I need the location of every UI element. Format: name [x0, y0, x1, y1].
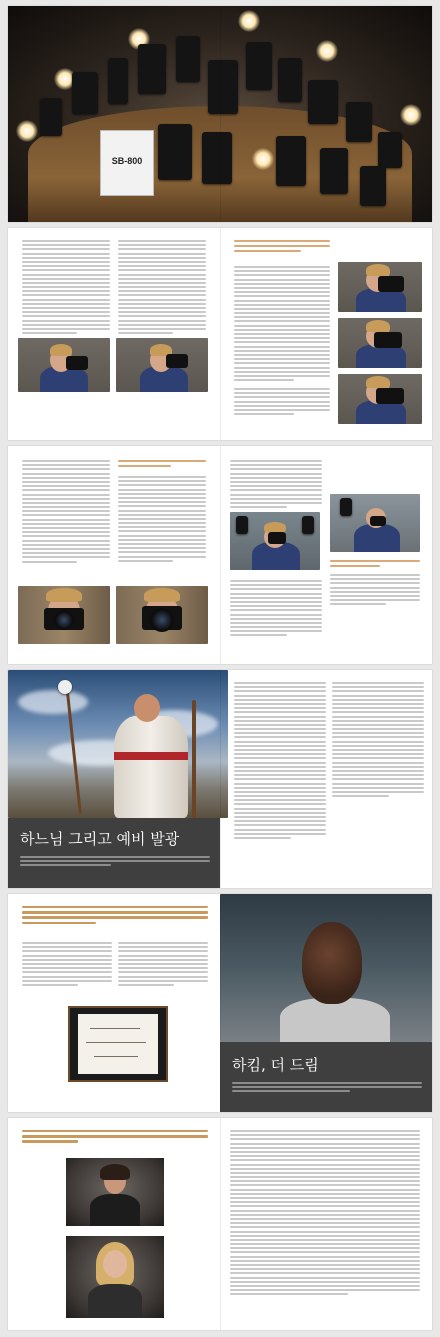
flash-unit: [202, 132, 232, 184]
body-text-column: [330, 574, 420, 608]
photo-photographer-flash-raised: [330, 494, 420, 552]
glow-light-icon: [252, 148, 274, 170]
pull-quote: [22, 906, 208, 927]
spread-5: [8, 894, 432, 1112]
body-text-column: [22, 240, 110, 336]
body-text-column: [234, 266, 330, 383]
title-subtext: [20, 856, 210, 869]
spread-6: [8, 1118, 432, 1330]
flash-unit: [40, 98, 62, 136]
flash-unit: [138, 44, 166, 94]
flash-unit: [158, 124, 192, 180]
photo-hakim-portrait: [220, 894, 432, 1042]
spread-2: [8, 228, 432, 440]
flash-box-label: SB-800: [111, 156, 143, 166]
glow-light-icon: [16, 120, 38, 142]
title-subtext: [232, 1082, 422, 1095]
pull-quote: [330, 560, 420, 570]
body-text-column: [22, 460, 110, 565]
article-title: 하느님 그리고 예비 발광: [20, 830, 180, 848]
glow-light-icon: [238, 10, 260, 32]
hero-photo-flash-gear: [8, 6, 432, 222]
body-text-column: [118, 476, 206, 564]
photo-photographer-closeup: [338, 374, 422, 424]
title-panel: [8, 818, 220, 888]
spread-3: [8, 446, 432, 664]
flash-unit: [360, 166, 386, 206]
body-text-column: [230, 460, 322, 510]
glow-light-icon: [400, 104, 422, 126]
photo-photographer-closeup: [338, 262, 422, 312]
flash-unit: [208, 60, 238, 114]
body-text-column: [118, 942, 208, 988]
body-text-column: [22, 942, 112, 988]
flash-unit: [278, 58, 302, 102]
title-panel: [220, 1042, 432, 1112]
flash-unit: [346, 102, 372, 142]
photo-studio-portrait-dark: [66, 1158, 164, 1226]
body-text-column: [234, 682, 326, 841]
body-text-column: [230, 580, 322, 639]
photo-photographer-closeup: [338, 318, 422, 368]
spread-4: [8, 670, 432, 888]
photo-camera-front: [18, 586, 110, 644]
flash-unit: [320, 148, 348, 194]
glow-light-icon: [316, 40, 338, 62]
flash-unit: [176, 36, 200, 82]
photo-camera-front: [116, 586, 208, 644]
spread-1: [8, 6, 432, 222]
article-title: 하킴, 더 드림: [232, 1056, 319, 1074]
body-text-column: [230, 1130, 420, 1298]
flash-unit: [108, 58, 128, 104]
flash-unit: [276, 136, 306, 186]
photo-photographer-flashes: [230, 512, 320, 570]
pull-quote: [22, 1130, 208, 1146]
flash-unit: [72, 72, 98, 114]
body-text-column: [234, 388, 330, 417]
pull-quote: [118, 460, 206, 470]
pull-quote: [234, 240, 330, 255]
body-text-column: [332, 682, 424, 799]
flash-box: [100, 130, 154, 196]
flash-unit: [308, 80, 338, 124]
photo-lighting-sketch: [68, 1006, 168, 1082]
photo-prophet-sky: [8, 670, 228, 818]
photo-studio-portrait-blonde: [66, 1236, 164, 1318]
flash-unit: [378, 132, 402, 168]
photo-photographer: [18, 338, 110, 392]
photo-photographer: [116, 338, 208, 392]
body-text-column: [118, 240, 206, 336]
flash-unit: [246, 42, 272, 90]
